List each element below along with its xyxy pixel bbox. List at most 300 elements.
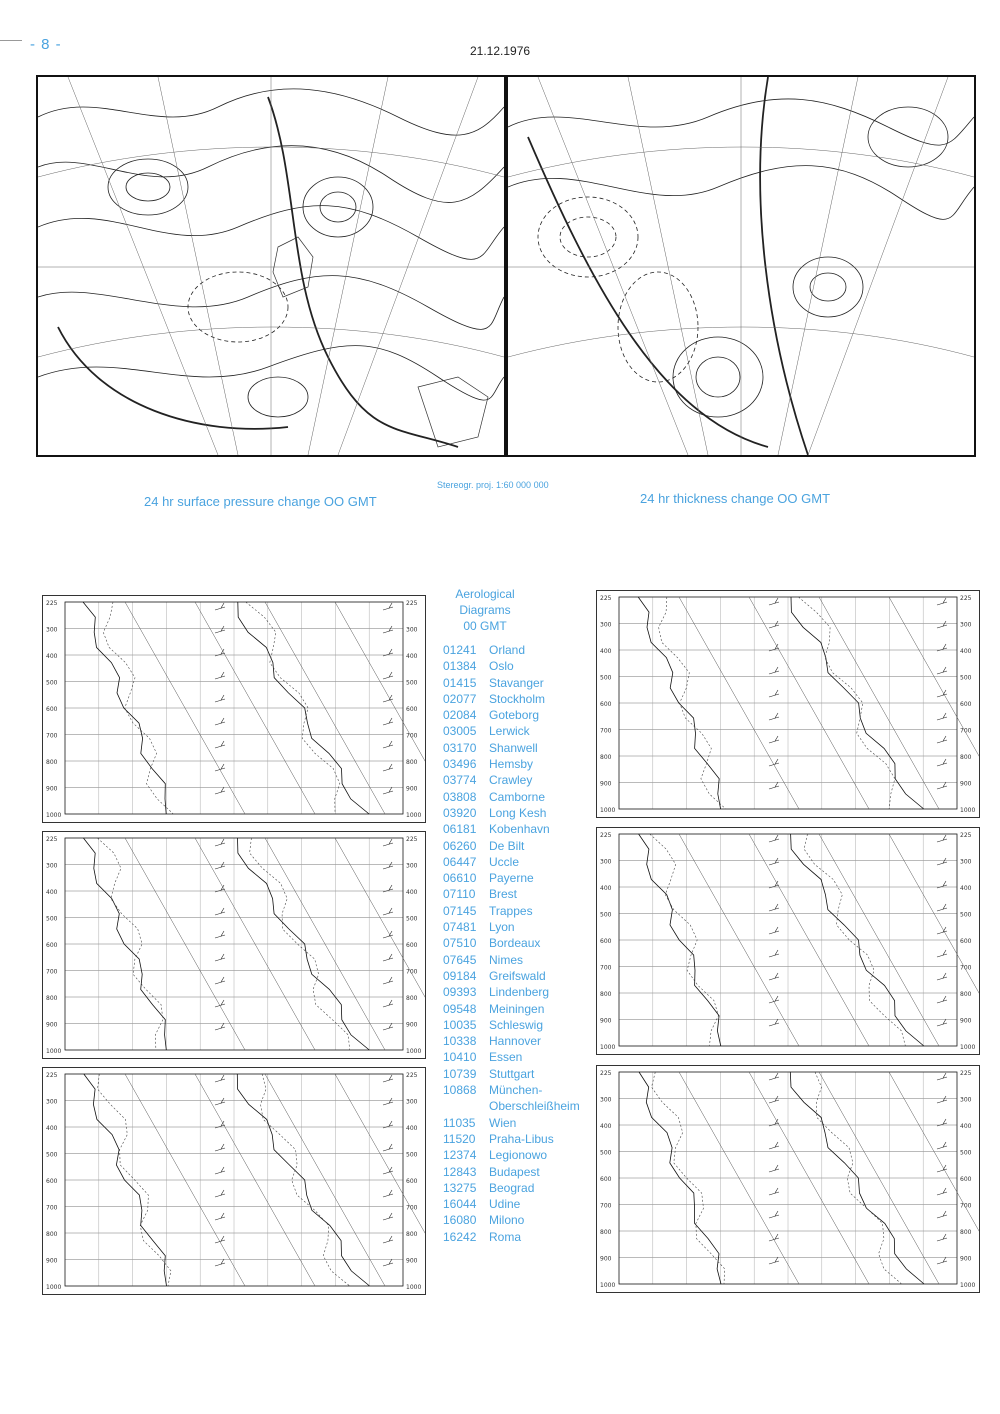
aerological-title-line1: Aerological [455,587,515,601]
pressure-label: 800 [960,991,972,998]
pressure-label: 900 [600,1255,612,1263]
wind-barb [215,1213,225,1220]
wind-barb [383,741,393,748]
station-row [443,1066,580,1082]
pressure-label: 700 [46,1204,58,1212]
wind-barb [769,713,779,720]
wind-barb [383,1144,393,1151]
wind-barb [937,1096,947,1103]
wind-barb [769,950,779,957]
pressure-label: 800 [600,1229,612,1236]
station-row [443,821,580,837]
wind-barb [215,1144,225,1151]
station-row [443,870,580,886]
station-row [443,707,580,723]
pressure-label: 1000 [406,1284,422,1291]
wind-barb [215,1190,225,1197]
pressure-label: 800 [600,991,612,998]
pressure-label: 1000 [960,1044,976,1051]
pressure-label: 400 [960,1123,972,1130]
wind-barb [937,858,947,865]
aerological-diagram [42,595,426,823]
wind-barb [937,667,947,674]
station-name: Stavanger [489,675,544,690]
pressure-label: 700 [600,964,612,972]
pressure-label: 500 [46,679,58,687]
pressure-label: 1000 [600,1282,616,1289]
wind-barb [769,927,779,934]
station-code: 06181 [443,822,477,837]
station-code: 06260 [443,838,477,853]
station-code: 16242 [443,1229,477,1244]
wind-barb [937,1188,947,1195]
pressure-label: 700 [960,964,972,972]
station-row [443,756,580,772]
wind-barb [769,667,779,674]
right-map-caption: 24 hr thickness change OO GMT [640,491,831,506]
station-name: München- [489,1083,543,1098]
pressure-label: 1000 [960,807,976,814]
pressure-label: 500 [46,915,58,923]
station-code: 10739 [443,1066,477,1081]
station-row [443,886,580,902]
pressure-label: 500 [960,911,972,919]
pressure-label: 600 [406,942,418,949]
pressure-label: 300 [960,621,972,629]
station-name: Shanwell [489,740,538,755]
station-row [443,1212,580,1228]
station-code: 10868 [443,1083,477,1098]
pressure-label: 900 [406,1257,418,1265]
wind-barb [383,787,393,794]
wind-barb [937,1019,947,1026]
station-name: Lyon [489,920,515,935]
wind-barb [215,718,225,725]
station-code: 03808 [443,789,477,804]
page-number: - 8 - [30,36,62,53]
map-contours-left [38,77,504,455]
pressure-label: 1000 [600,807,616,814]
pressure-label: 700 [600,1202,612,1210]
pressure-label: 900 [960,1255,972,1263]
station-code: 03005 [443,724,477,739]
pressure-label: 500 [46,1151,58,1159]
station-list [443,642,580,1245]
wind-barb [215,1075,225,1082]
pressure-label: 1000 [46,1048,62,1055]
wind-barb [215,1023,225,1030]
pressure-label: 800 [406,995,418,1002]
wind-barb [937,1142,947,1149]
wind-barb [383,839,393,846]
wind-barb [383,1023,393,1030]
aerological-diagram [596,827,980,1055]
wind-barb [937,1073,947,1080]
wind-barb [215,862,225,869]
pressure-label: 700 [960,727,972,735]
pressure-label: 225 [406,836,418,843]
pressure-label: 600 [960,701,972,708]
pressure-label: 1000 [46,1284,62,1291]
station-code: 03920 [443,805,477,820]
wind-barb [769,973,779,980]
station-row [443,1229,580,1245]
wind-barb [215,603,225,610]
pressure-label: 400 [46,1125,58,1132]
wind-barb [215,1259,225,1266]
station-row [443,789,580,805]
station-name: Meiningen [489,1001,545,1016]
station-row [443,919,580,935]
wind-barb [215,672,225,679]
station-name: Oberschleißheim [489,1099,580,1114]
pressure-label: 800 [406,759,418,766]
wind-barb [937,782,947,789]
pressure-label: 225 [406,1072,418,1079]
station-code: 01384 [443,659,477,674]
pressure-label: 1000 [600,1044,616,1051]
wind-barb [215,977,225,984]
pressure-label: 400 [600,1123,612,1130]
aerological-title-line2: Diagrams [459,603,511,617]
wind-barb [215,695,225,702]
station-row [443,642,580,658]
pressure-label: 1000 [960,1282,976,1289]
station-code: 06447 [443,854,477,869]
pressure-label: 900 [600,1017,612,1025]
pressure-label: 800 [46,995,58,1002]
wind-barb [769,1073,779,1080]
pressure-label: 300 [600,621,612,629]
station-code: 12374 [443,1148,477,1163]
pressure-label: 600 [600,701,612,708]
wind-barb [769,1188,779,1195]
wind-barb [769,1096,779,1103]
pressure-label: 900 [46,1257,58,1265]
wind-barb [769,858,779,865]
wind-barb [937,950,947,957]
station-code: 02084 [443,708,477,723]
station-name: Oslo [489,659,514,674]
station-name: Orland [489,643,526,657]
station-name: Kobenhavn [489,822,550,837]
wind-barb [383,603,393,610]
pressure-label: 500 [600,674,612,682]
pressure-label: 400 [46,653,58,660]
pressure-label: 900 [46,785,58,793]
pressure-label: 800 [600,754,612,761]
aerological-diagram [42,831,426,1059]
station-row [443,772,580,788]
wind-barb [383,1213,393,1220]
wind-barb [937,621,947,628]
wind-barb [215,931,225,938]
station-name: Goteborg [489,708,540,723]
station-name: Long Kesh [489,805,547,820]
station-row [443,1164,580,1180]
station-name: Bordeaux [489,936,541,951]
station-name: Wien [489,1115,517,1130]
pressure-label: 900 [406,1021,418,1029]
pressure-label: 225 [46,1072,58,1079]
projection-note: Stereogr. proj. 1:60 000 000 [437,480,549,490]
pressure-label: 300 [960,1096,972,1104]
station-code: 01415 [443,675,477,690]
station-name: Hannover [489,1034,542,1049]
pressure-label: 700 [600,727,612,735]
pressure-label: 600 [406,706,418,713]
pressure-label: 225 [960,1070,972,1077]
station-name: Stockholm [489,691,546,706]
left-map-caption: 24 hr surface pressure change OO GMT [144,494,377,509]
pressure-label: 400 [406,889,418,896]
wind-barb [937,713,947,720]
pressure-label: 800 [960,1229,972,1236]
station-row [443,1098,580,1114]
pressure-label: 300 [46,1098,58,1106]
station-name: Nimes [489,952,524,967]
station-code: 09548 [443,1001,477,1016]
station-code: 03496 [443,757,477,772]
pressure-label: 400 [960,648,972,655]
station-code: 13275 [443,1180,477,1195]
wind-barb [383,764,393,771]
pressure-label: 600 [46,706,58,713]
station-code: 11035 [443,1115,476,1130]
pressure-label: 600 [600,938,612,945]
wind-barb [769,598,779,605]
wind-barb [215,839,225,846]
pressure-label: 300 [406,862,418,870]
station-name: Greifswald [489,968,546,983]
wind-barb [383,718,393,725]
wind-barb [937,1211,947,1218]
pressure-label: 1000 [406,812,422,819]
thickness-change-map [506,75,976,457]
wind-barb [769,621,779,628]
surface-pressure-change-map [36,75,506,457]
aerological-title [430,586,540,634]
station-row [443,1049,580,1065]
pressure-label: 300 [600,1096,612,1104]
station-name: Essen [489,1050,523,1065]
pressure-label: 800 [46,759,58,766]
pressure-label: 600 [600,1176,612,1183]
station-name: Brest [489,887,518,902]
pressure-label: 600 [960,938,972,945]
station-code: 16044 [443,1197,477,1212]
station-name: Camborne [489,789,546,804]
pressure-label: 300 [406,626,418,634]
station-row [443,723,580,739]
station-name: Schleswig [489,1017,544,1032]
station-name: Uccle [489,854,520,869]
station-name: Beograd [489,1180,535,1195]
wind-barb [769,690,779,697]
station-row [443,952,580,968]
station-row [443,740,580,756]
wind-barb [937,973,947,980]
pressure-label: 225 [960,595,972,602]
wind-barb [383,977,393,984]
aerological-diagram [596,590,980,818]
pressure-label: 500 [406,915,418,923]
pressure-label: 900 [406,785,418,793]
station-code: 12843 [443,1164,477,1179]
wind-barb [383,1000,393,1007]
wind-barb [383,626,393,633]
pressure-label: 300 [406,1098,418,1106]
pressure-label: 400 [960,885,972,892]
wind-barb [769,1165,779,1172]
pressure-label: 225 [46,836,58,843]
wind-barb [769,1211,779,1218]
station-name: Milono [489,1213,525,1228]
pressure-label: 225 [46,600,58,607]
wind-barb [769,835,779,842]
station-name: Praha-Libus [489,1131,554,1146]
wind-barb [769,782,779,789]
station-row [443,1147,580,1163]
wind-barb [383,1190,393,1197]
station-code: 07110 [443,887,476,902]
pressure-label: 1000 [406,1048,422,1055]
pressure-label: 225 [600,1070,612,1077]
pressure-label: 500 [600,1149,612,1157]
station-name: Lindenberg [489,985,550,1000]
pressure-label: 300 [46,862,58,870]
pressure-label: 900 [46,1021,58,1029]
station-row [443,1115,580,1131]
station-row [443,691,580,707]
station-code: 11520 [443,1131,476,1146]
station-row [443,984,580,1000]
pressure-label: 400 [46,889,58,896]
pressure-label: 300 [46,626,58,634]
pressure-label: 900 [960,1017,972,1025]
station-code: 07481 [443,920,477,935]
station-name: Crawley [489,773,533,788]
station-name: Hemsby [489,757,534,772]
wind-barb [937,736,947,743]
wind-barb [769,1019,779,1026]
station-name: Trappes [489,903,533,918]
wind-barb [937,996,947,1003]
date: 21.12.1976 [470,44,531,58]
station-code: 06610 [443,871,477,886]
wind-barb [383,1259,393,1266]
top-rule [0,40,22,41]
pressure-label: 700 [960,1202,972,1210]
station-row [443,675,580,691]
wind-barb [769,1257,779,1264]
station-row [443,935,580,951]
wind-barb [383,908,393,915]
wind-barb [215,1098,225,1105]
pressure-label: 600 [406,1178,418,1185]
station-code: 03774 [443,773,477,788]
station-name: Roma [489,1229,522,1244]
wind-barb [215,787,225,794]
pressure-label: 400 [600,885,612,892]
station-code: 16080 [443,1213,477,1228]
wind-barb [215,1167,225,1174]
wind-barb [383,862,393,869]
pressure-label: 600 [960,1176,972,1183]
wind-barb [383,672,393,679]
wind-barb [215,626,225,633]
station-row [443,1131,580,1147]
station-code: 10338 [443,1034,477,1049]
wind-barb [937,835,947,842]
pressure-label: 700 [406,1204,418,1212]
pressure-label: 700 [406,968,418,976]
station-code: 10410 [443,1050,477,1065]
pressure-label: 900 [600,780,612,788]
pressure-label: 800 [960,754,972,761]
wind-barb [937,1257,947,1264]
wind-barb [769,736,779,743]
station-row [443,854,580,870]
pressure-label: 700 [46,968,58,976]
pressure-label: 225 [406,600,418,607]
wind-barb [215,741,225,748]
station-row [443,1001,580,1017]
station-row [443,1180,580,1196]
wind-barb [383,1075,393,1082]
pressure-label: 500 [960,674,972,682]
station-row [443,903,580,919]
pressure-label: 400 [406,653,418,660]
station-code: 03170 [443,740,477,755]
station-row [443,1033,580,1049]
pressure-label: 225 [960,832,972,839]
map-contours-right [508,77,974,455]
station-row [443,838,580,854]
pressure-label: 900 [960,780,972,788]
station-name: Stuttgart [489,1066,535,1081]
station-code: 09184 [443,968,477,983]
station-code: 09393 [443,985,477,1000]
wind-barb [215,908,225,915]
wind-barb [769,904,779,911]
pressure-label: 500 [406,679,418,687]
wind-barb [937,598,947,605]
pressure-label: 500 [960,1149,972,1157]
station-name: Budapest [489,1164,540,1179]
wind-barb [937,1234,947,1241]
station-code: 07145 [443,903,477,918]
pressure-label: 500 [600,911,612,919]
pressure-label: 700 [46,732,58,740]
wind-barb [383,1098,393,1105]
station-code: 01241 [443,643,477,657]
station-row [443,658,580,674]
wind-barb [383,1236,393,1243]
station-code: 02077 [443,691,477,706]
pressure-label: 500 [406,1151,418,1159]
pressure-label: 700 [406,732,418,740]
station-name: Legionowo [489,1148,548,1163]
pressure-label: 300 [960,858,972,866]
pressure-label: 600 [46,942,58,949]
aerological-diagram [596,1065,980,1293]
station-code: 07645 [443,952,477,967]
pressure-label: 225 [600,832,612,839]
station-name: Payerne [489,871,534,886]
station-row [443,1082,580,1098]
pressure-label: 1000 [46,812,62,819]
